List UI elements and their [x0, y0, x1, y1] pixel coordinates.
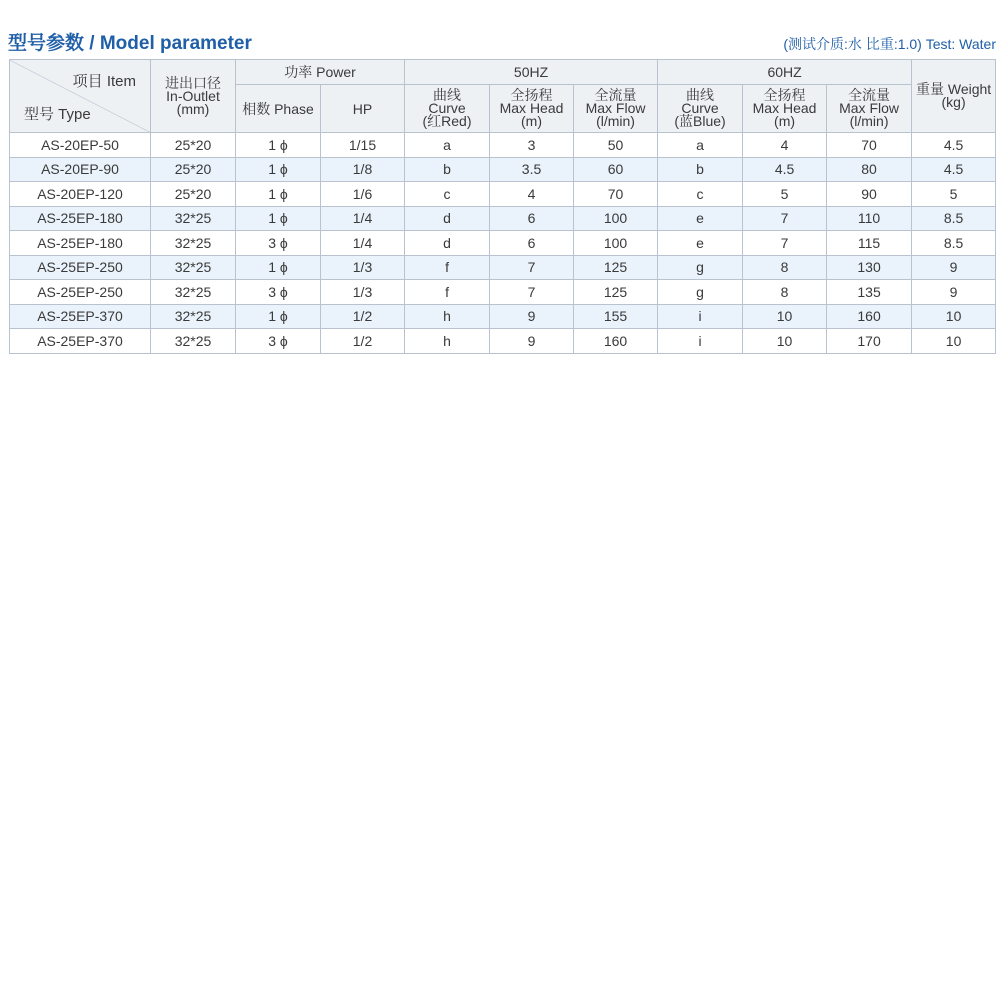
curve-50-cn: 曲线	[433, 87, 462, 103]
head-50-cell: 6	[490, 206, 574, 231]
head-50-cell: 3	[490, 133, 574, 158]
curve-60-cell: e	[658, 206, 743, 231]
table-body	[10, 133, 996, 354]
curve-60-cell: i	[658, 304, 743, 329]
curve-50-color: (红Red)	[422, 113, 472, 129]
model-cell: AS-25EP-180	[10, 206, 151, 231]
head-50-cell: 9	[490, 329, 574, 354]
power-header: 功率 Power	[236, 60, 405, 85]
inout-header	[151, 60, 236, 133]
inout-cell: 32*25	[151, 304, 236, 329]
page-title: 型号参数 / Model parameter	[8, 33, 252, 54]
inout-cell: 25*20	[151, 157, 236, 182]
hz60-header: 60HZ	[658, 60, 912, 85]
flow-60-unit: (l/min)	[849, 113, 889, 129]
hp-cell: 1/6	[321, 182, 405, 207]
inout-cell: 32*25	[151, 255, 236, 280]
head-50-en: Max Head	[499, 100, 564, 116]
flow-60-cell: 135	[827, 280, 912, 305]
head-60-cell: 5	[743, 182, 827, 207]
weight-cell: 9	[912, 280, 996, 305]
inout-header-unit: (mm)	[176, 100, 210, 117]
curve-50-cell: f	[405, 255, 490, 280]
head-50-unit: (m)	[521, 113, 543, 129]
inout-header-cn: 进出口径	[165, 74, 221, 91]
flow-50-cell: 155	[574, 304, 658, 329]
head-50-header	[490, 85, 574, 133]
phase-cell: 3 ϕ	[236, 231, 321, 256]
phase-cell: 1 ϕ	[236, 133, 321, 158]
head-60-cn: 全扬程	[763, 87, 806, 103]
model-cell: AS-20EP-90	[10, 157, 151, 182]
head-60-cell: 7	[743, 206, 827, 231]
model-cell: AS-25EP-370	[10, 304, 151, 329]
hp-cell: 1/8	[321, 157, 405, 182]
head-60-cell: 8	[743, 255, 827, 280]
test-medium-note: (测试介质:水 比重:1.0) Test: Water	[783, 36, 996, 52]
flow-60-cell: 80	[827, 157, 912, 182]
model-cell: AS-20EP-120	[10, 182, 151, 207]
head-50-cell: 4	[490, 182, 574, 207]
head-60-cell: 4.5	[743, 157, 827, 182]
page-header	[8, 26, 996, 56]
hp-cell: 1/4	[321, 231, 405, 256]
curve-60-cell: a	[658, 133, 743, 158]
weight-cell: 8.5	[912, 206, 996, 231]
inout-cell: 25*20	[151, 133, 236, 158]
curve-60-en: Curve	[681, 100, 719, 116]
inout-header-en: In-Outlet	[166, 87, 220, 104]
flow-50-unit: (l/min)	[596, 113, 635, 129]
head-50-cell: 7	[490, 280, 574, 305]
flow-60-cell: 90	[827, 182, 912, 207]
curve-60-color: (蓝Blue)	[674, 113, 726, 129]
item-type-header	[10, 60, 151, 133]
flow-50-header	[574, 85, 658, 133]
weight-header-label: 重量 Weight	[915, 81, 992, 97]
head-60-cell: 10	[743, 304, 827, 329]
hp-cell: 1/2	[321, 304, 405, 329]
flow-50-cell: 50	[574, 133, 658, 158]
curve-50-en: Curve	[428, 100, 466, 116]
curve-60-header	[658, 85, 743, 133]
inout-cell: 32*25	[151, 329, 236, 354]
curve-50-cell: h	[405, 329, 490, 354]
curve-50-cell: b	[405, 157, 490, 182]
curve-60-cell: e	[658, 231, 743, 256]
hp-cell: 1/15	[321, 133, 405, 158]
flow-50-cell: 160	[574, 329, 658, 354]
hp-cell: 1/4	[321, 206, 405, 231]
weight-cell: 10	[912, 304, 996, 329]
head-60-cell: 7	[743, 231, 827, 256]
inout-cell: 32*25	[151, 206, 236, 231]
curve-60-cell: i	[658, 329, 743, 354]
table-row	[10, 206, 996, 231]
curve-60-cn: 曲线	[686, 87, 715, 103]
curve-50-cell: d	[405, 206, 490, 231]
phase-cell: 3 ϕ	[236, 280, 321, 305]
table-row	[10, 231, 996, 256]
curve-60-cell: c	[658, 182, 743, 207]
head-60-cell: 10	[743, 329, 827, 354]
inout-cell: 32*25	[151, 231, 236, 256]
table-row	[10, 304, 996, 329]
hp-cell: 1/2	[321, 329, 405, 354]
curve-50-cell: h	[405, 304, 490, 329]
model-cell: AS-25EP-180	[10, 231, 151, 256]
phase-cell: 3 ϕ	[236, 329, 321, 354]
weight-cell: 9	[912, 255, 996, 280]
head-60-header	[743, 85, 827, 133]
head-60-unit: (m)	[774, 113, 796, 129]
head-60-cell: 4	[743, 133, 827, 158]
hp-cell: 1/3	[321, 280, 405, 305]
flow-60-cell: 70	[827, 133, 912, 158]
head-50-cell: 6	[490, 231, 574, 256]
weight-cell: 8.5	[912, 231, 996, 256]
flow-60-cn: 全流量	[848, 87, 891, 103]
inout-cell: 32*25	[151, 280, 236, 305]
phase-cell: 1 ϕ	[236, 206, 321, 231]
flow-50-cell: 100	[574, 206, 658, 231]
weight-cell: 4.5	[912, 133, 996, 158]
inout-cell: 25*20	[151, 182, 236, 207]
head-60-cell: 8	[743, 280, 827, 305]
flow-50-cell: 125	[574, 280, 658, 305]
item-header-label: 项目 Item	[72, 73, 136, 90]
flow-60-cell: 170	[827, 329, 912, 354]
weight-cell: 5	[912, 182, 996, 207]
hz50-header: 50HZ	[405, 60, 658, 85]
head-50-cell: 7	[490, 255, 574, 280]
hp-header: HP	[321, 85, 405, 133]
phase-cell: 1 ϕ	[236, 182, 321, 207]
weight-header	[912, 60, 996, 133]
weight-header-unit: (kg)	[941, 94, 966, 110]
curve-60-cell: g	[658, 255, 743, 280]
flow-60-cell: 115	[827, 231, 912, 256]
phase-header: 相数 Phase	[236, 85, 321, 133]
weight-cell: 10	[912, 329, 996, 354]
weight-cell: 4.5	[912, 157, 996, 182]
hp-cell: 1/3	[321, 255, 405, 280]
curve-50-cell: c	[405, 182, 490, 207]
table-row	[10, 255, 996, 280]
flow-60-cell: 110	[827, 206, 912, 231]
curve-50-cell: a	[405, 133, 490, 158]
phase-cell: 1 ϕ	[236, 157, 321, 182]
curve-50-cell: f	[405, 280, 490, 305]
curve-60-cell: g	[658, 280, 743, 305]
curve-60-cell: b	[658, 157, 743, 182]
flow-60-header	[827, 85, 912, 133]
flow-60-en: Max Flow	[839, 100, 900, 116]
table-row	[10, 157, 996, 182]
phase-cell: 1 ϕ	[236, 255, 321, 280]
flow-50-cell: 70	[574, 182, 658, 207]
table-row	[10, 133, 996, 158]
phase-cell: 1 ϕ	[236, 304, 321, 329]
curve-50-header	[405, 85, 490, 133]
head-50-cell: 9	[490, 304, 574, 329]
head-50-cell: 3.5	[490, 157, 574, 182]
head-50-cn: 全扬程	[510, 87, 553, 103]
type-header-label: 型号 Type	[24, 106, 91, 123]
flow-50-cell: 60	[574, 157, 658, 182]
model-cell: AS-25EP-370	[10, 329, 151, 354]
model-parameter-table	[9, 59, 996, 354]
flow-50-cell: 100	[574, 231, 658, 256]
table-row	[10, 182, 996, 207]
table-row	[10, 280, 996, 305]
flow-50-cn: 全流量	[594, 87, 637, 103]
flow-60-cell: 160	[827, 304, 912, 329]
model-cell: AS-25EP-250	[10, 280, 151, 305]
model-cell: AS-20EP-50	[10, 133, 151, 158]
head-60-en: Max Head	[752, 100, 817, 116]
flow-50-en: Max Flow	[585, 100, 646, 116]
flow-60-cell: 130	[827, 255, 912, 280]
flow-50-cell: 125	[574, 255, 658, 280]
model-cell: AS-25EP-250	[10, 255, 151, 280]
curve-50-cell: d	[405, 231, 490, 256]
table-row	[10, 329, 996, 354]
